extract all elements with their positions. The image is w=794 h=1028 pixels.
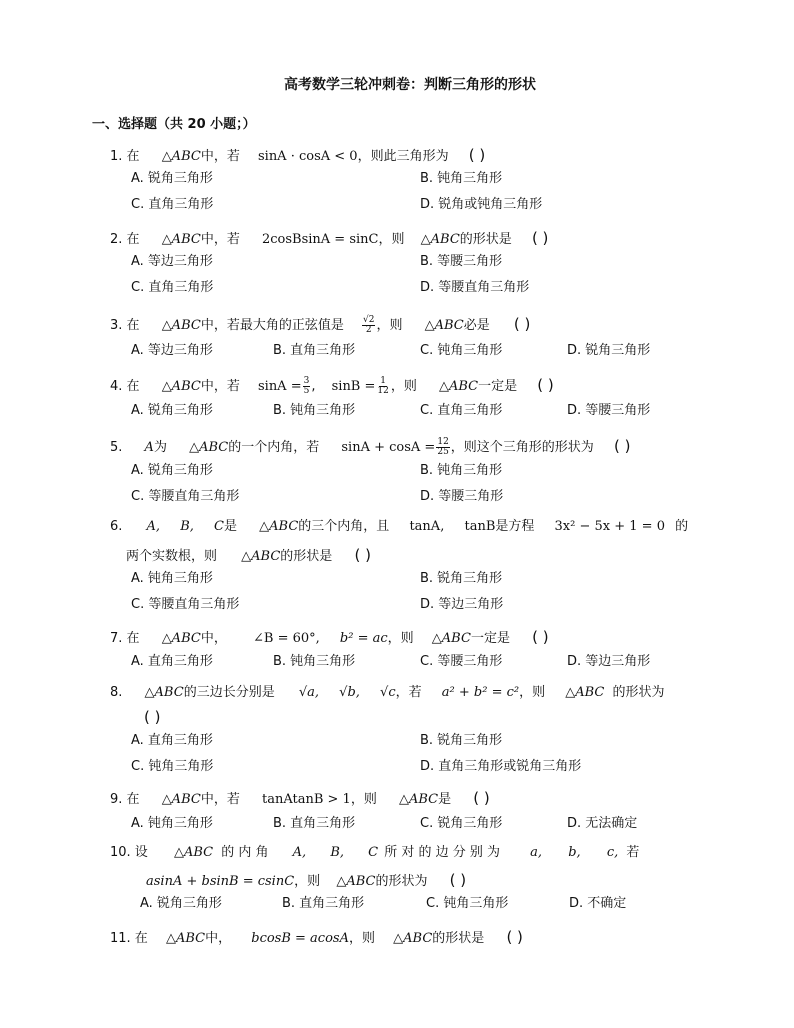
question-text: 两个实数根，则 [126, 549, 218, 564]
question-number: 6. [110, 519, 123, 534]
question-text: 的形状是 [280, 549, 333, 564]
option-a: A. 直角三角形 [131, 654, 213, 669]
question-number: 1. 在 [110, 149, 140, 164]
triangle-symbol: △ABC [420, 232, 460, 247]
option-a: A. 锐角三角形 [131, 171, 213, 186]
question-number: 9. 在 [110, 792, 140, 807]
math-expression: a² + b² = c² [441, 685, 520, 700]
question-text: ，则 [387, 631, 414, 646]
triangle-symbol: △ABC [439, 379, 479, 394]
math-expression: √b, [339, 685, 360, 700]
triangle-symbol: △ABC [161, 792, 201, 807]
option-b: B. 钝角三角形 [273, 654, 356, 669]
question-text: 中， [200, 631, 227, 646]
question-text: 的形状为 [612, 685, 665, 700]
variable: A, [146, 519, 161, 534]
option-d: D. 无法确定 [567, 816, 638, 831]
option-c: C. 直角三角形 [131, 280, 214, 295]
triangle-symbol: △ABC [161, 318, 201, 333]
page-title: 高考数学三轮冲刺卷：判断三角形的形状 [284, 77, 536, 93]
option-d: D. 等腰直角三角形 [420, 280, 530, 295]
math-expression: √c [380, 685, 396, 700]
question-2 [110, 229, 548, 249]
triangle-symbol: △ABC [241, 549, 281, 564]
question-text: 的一个内角，若 [228, 440, 320, 455]
question-text: 一定是 [470, 631, 510, 646]
question-number: 8. [110, 685, 123, 700]
question-text: ，则 [350, 792, 377, 807]
triangle-symbol: △ABC [189, 440, 229, 455]
question-1 [110, 146, 485, 166]
question-text: 的形状是 [459, 232, 512, 247]
question-number: 7. 在 [110, 631, 140, 646]
math-expression: tanAtanB > 1 [261, 792, 351, 807]
option-d: D. 锐角三角形 [567, 343, 651, 358]
fraction [303, 377, 311, 396]
math-expression: 3x² − 5x + 1 = 0 [554, 519, 665, 534]
question-text: 是 [438, 792, 452, 807]
question-number: 4. 在 [110, 379, 140, 394]
variable: a, [530, 845, 543, 860]
question-6 [110, 518, 688, 536]
answer-blank: ( ) [513, 315, 531, 333]
answer-blank: ( ) [468, 146, 486, 164]
option-c: C. 直角三角形 [420, 403, 503, 418]
question-9 [110, 789, 490, 809]
fraction-denominator: 2 [365, 325, 372, 335]
question-text: 中，若最大角的正弦值是 [200, 318, 344, 333]
math-expression: sinB = [331, 379, 376, 394]
triangle-symbol: △ABC [161, 149, 201, 164]
answer-blank: ( ) [537, 376, 554, 394]
answer-blank: ( ) [473, 789, 490, 807]
question-text: ，则 [348, 931, 375, 946]
answer-blank: ( ) [449, 871, 467, 889]
question-text: 的形状为 [375, 874, 428, 889]
math-expression: b² = ac [339, 631, 388, 646]
fraction [376, 377, 389, 396]
option-d: D. 等腰三角形 [420, 489, 504, 504]
option-b: B. 直角三角形 [273, 816, 356, 831]
option-c: C. 等腰直角三角形 [131, 489, 240, 504]
fraction-denominator: 12 [377, 386, 389, 396]
fraction-numerator: √2 [362, 315, 375, 325]
math-expression: √a, [298, 685, 320, 700]
question-text: 必是 [463, 318, 490, 333]
question-number: 10. 设 [110, 845, 148, 860]
math-expression: tanB [464, 519, 496, 534]
fraction-denominator: 25 [437, 447, 449, 457]
option-d: D. 等边三角形 [420, 597, 504, 612]
math-expression: asinA + bsinB = csinC [146, 874, 295, 889]
option-b: B. 钝角三角形 [420, 171, 503, 186]
triangle-symbol: △ABC [259, 519, 299, 534]
question-text: 中，若 [200, 149, 240, 164]
question-text: ，则 [376, 318, 403, 333]
question-3 [110, 315, 530, 335]
question-text: ，则此三角形为 [357, 149, 449, 164]
question-text: 的三边长分别是 [183, 685, 275, 700]
math-expression: bcosB = acosA [251, 931, 349, 946]
answer-blank: ( ) [531, 229, 549, 247]
section-heading: 一、选择题（共 20 小题；） [92, 117, 256, 132]
question-10-line-2 [146, 871, 466, 891]
option-d: D. 等腰三角形 [567, 403, 651, 418]
fraction-numerator: 1 [380, 376, 386, 386]
question-number: 11. 在 [110, 931, 148, 946]
question-text: ，则 [378, 232, 405, 247]
triangle-symbol: △ABC [424, 318, 464, 333]
variable: B, [330, 845, 344, 860]
answer-blank: ( ) [613, 437, 631, 455]
question-number: 3. 在 [110, 318, 140, 333]
question-11 [110, 928, 523, 948]
triangle-symbol: △ABC [161, 631, 201, 646]
option-b: B. 锐角三角形 [420, 571, 503, 586]
triangle-symbol: △ABC [144, 685, 184, 700]
question-text: 若 [626, 845, 640, 860]
question-6-line-2 [126, 546, 371, 566]
question-number: 5. [110, 440, 123, 455]
variable: b, [568, 845, 581, 860]
option-b: B. 等腰三角形 [420, 254, 503, 269]
answer-blank: ( ) [144, 708, 161, 726]
question-10 [110, 844, 639, 862]
math-expression: sinA = [257, 379, 302, 394]
math-expression: sinA · cosA < 0 [257, 149, 358, 164]
triangle-symbol: △ABC [161, 232, 201, 247]
variable: A, [292, 845, 307, 860]
option-c: C. 等腰三角形 [420, 654, 503, 669]
option-c: C. 钝角三角形 [426, 896, 509, 911]
option-b: B. 钝角三角形 [273, 403, 356, 418]
option-c: C. 直角三角形 [131, 197, 214, 212]
option-b: B. 直角三角形 [282, 896, 365, 911]
question-4: 4. 在 △ABC中，若 sinA = $\frac{3}{5}$ , sinB = $\frac{1}{12}$ ，则 △ABC一定是 ( ) [110, 376, 554, 396]
question-text: ，若 [395, 685, 422, 700]
option-c: C. 等腰直角三角形 [131, 597, 240, 612]
question-text: 是 [224, 519, 238, 534]
math-expression: ∠B = 60°, [252, 631, 320, 646]
triangle-symbol: △ABC [431, 631, 471, 646]
fraction [362, 316, 375, 335]
triangle-symbol: △ABC [165, 931, 206, 946]
option-c: C. 钝角三角形 [420, 343, 503, 358]
option-b: B. 锐角三角形 [420, 733, 503, 748]
question-text: 中， [205, 931, 232, 946]
fraction-numerator: 12 [437, 437, 449, 447]
triangle-symbol: △ABC [336, 874, 376, 889]
question-text: 的 [675, 519, 689, 534]
answer-blank: ( ) [532, 628, 549, 646]
fraction-denominator: 5 [303, 386, 310, 396]
fraction [436, 438, 449, 457]
question-text: 的形状是 [432, 931, 485, 946]
question-text: ，则 [294, 874, 321, 889]
variable: C [368, 845, 379, 860]
variable: c, [606, 845, 619, 860]
math-expression: sinA + cosA = [341, 440, 436, 455]
question-text: 中，若 [200, 379, 240, 394]
option-c: C. 锐角三角形 [420, 816, 503, 831]
answer-blank: ( ) [506, 928, 523, 946]
option-d: D. 不确定 [569, 896, 627, 911]
question-text: 为 [153, 440, 167, 455]
variable: A [144, 440, 154, 455]
option-a: A. 锐角三角形 [131, 463, 213, 478]
option-d: D. 等边三角形 [567, 654, 651, 669]
option-c: C. 钝角三角形 [131, 759, 214, 774]
question-text: 一定是 [478, 379, 518, 394]
question-text: ，则 [519, 685, 546, 700]
math-expression: 2cosBsinA = sinC [261, 232, 379, 247]
triangle-symbol: △ABC [161, 379, 201, 394]
question-text: 所 对 的 边 分 别 为 [384, 845, 501, 860]
answer-blank: ( ) [354, 546, 371, 564]
question-text: ，则 [390, 379, 417, 394]
question-text: ，则这个三角形的形状为 [450, 440, 594, 455]
option-a: A. 钝角三角形 [131, 816, 213, 831]
option-a: A. 等边三角形 [131, 254, 213, 269]
variable: B, [180, 519, 194, 534]
option-d: D. 锐角或钝角三角形 [420, 197, 543, 212]
math-expression: tanA, [409, 519, 445, 534]
question-text: 是方程 [495, 519, 535, 534]
option-a: A. 直角三角形 [131, 733, 213, 748]
triangle-symbol: △ABC [565, 685, 605, 700]
triangle-symbol: △ABC [398, 792, 439, 807]
option-b: B. 钝角三角形 [420, 463, 503, 478]
option-d: D. 直角三角形或锐角三角形 [420, 759, 582, 774]
question-text: 的 内 角 [221, 845, 269, 860]
option-a: A. 锐角三角形 [140, 896, 222, 911]
question-number: 2. 在 [110, 232, 140, 247]
triangle-symbol: △ABC [173, 845, 214, 860]
option-a: A. 等边三角形 [131, 343, 213, 358]
option-a: A. 锐角三角形 [131, 403, 213, 418]
question-7 [110, 628, 549, 648]
question-text: 中，若 [200, 232, 240, 247]
fraction-numerator: 3 [303, 376, 310, 386]
question-text: 中，若 [200, 792, 240, 807]
question-8 [110, 684, 665, 702]
variable: C [214, 519, 224, 534]
option-b: B. 直角三角形 [273, 343, 356, 358]
option-a: A. 钝角三角形 [131, 571, 213, 586]
question-5 [110, 437, 630, 457]
question-text: 的三个内角，且 [298, 519, 390, 534]
triangle-symbol: △ABC [393, 931, 433, 946]
